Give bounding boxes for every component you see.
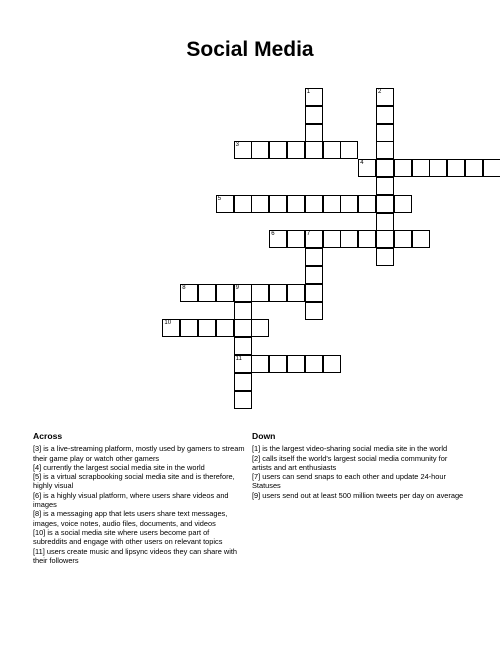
- grid-cell[interactable]: [287, 230, 305, 248]
- clue-across-6: [33, 491, 245, 510]
- grid-cell[interactable]: [305, 195, 323, 213]
- grid-cell[interactable]: [305, 266, 323, 284]
- grid-cell[interactable]: [287, 284, 305, 302]
- grid-cell[interactable]: [412, 230, 430, 248]
- grid-cell[interactable]: [394, 195, 412, 213]
- cell-number: 9: [235, 284, 239, 291]
- clue-across-11: [33, 547, 245, 566]
- clue-text: is a messaging app that lets users share text messages, images, voice notes, audio files, documents, and videos: [33, 509, 228, 528]
- grid-cell[interactable]: [358, 195, 376, 213]
- clue-text: users can send snaps to each other and update 24-hour Statuses: [252, 472, 446, 491]
- grid-cell[interactable]: [269, 141, 287, 159]
- grid-cell[interactable]: [234, 141, 252, 159]
- grid-cell[interactable]: [234, 391, 252, 409]
- grid-cell[interactable]: [287, 195, 305, 213]
- grid-cell[interactable]: [305, 88, 323, 106]
- clue-number: [4]: [33, 462, 42, 472]
- down-clues: [252, 432, 467, 500]
- grid-cell[interactable]: [376, 195, 394, 213]
- clue-text: users send out at least 500 million tweets per day on average: [260, 490, 464, 500]
- grid-cell[interactable]: [323, 355, 341, 373]
- grid-cell[interactable]: [305, 248, 323, 266]
- grid-cell[interactable]: [251, 355, 269, 373]
- grid-cell[interactable]: [394, 230, 412, 248]
- grid-cell[interactable]: [376, 248, 394, 266]
- cell-number: 6: [271, 231, 275, 238]
- grid-cell[interactable]: [376, 106, 394, 124]
- clue-number: [10]: [33, 527, 46, 537]
- cell-number: 5: [217, 195, 222, 202]
- grid-cell[interactable]: [216, 284, 234, 302]
- across-clues: [33, 432, 245, 565]
- clue-across-5: [33, 472, 245, 491]
- grid-cell[interactable]: [340, 141, 358, 159]
- clue-across-3: [33, 444, 245, 463]
- grid-cell[interactable]: [394, 159, 412, 177]
- grid-cell[interactable]: [234, 319, 252, 337]
- clue-number: [3]: [33, 444, 42, 454]
- grid-cell[interactable]: [305, 106, 323, 124]
- clue-number: [1]: [252, 444, 261, 454]
- grid-cell[interactable]: [269, 195, 287, 213]
- grid-cell[interactable]: [376, 124, 394, 142]
- grid-cell[interactable]: [251, 141, 269, 159]
- clue-number: [7]: [252, 472, 261, 482]
- clue-down-9: [252, 491, 467, 500]
- cell-number: 10: [164, 320, 172, 327]
- clue-text: is a social media site where users become part of subreddits and engage with other users on relevant topics: [33, 527, 223, 547]
- grid-cell[interactable]: [234, 284, 252, 302]
- grid-cell[interactable]: [198, 284, 216, 302]
- cell-number: 4: [360, 160, 364, 167]
- cell-number: 11: [235, 356, 242, 362]
- grid-cell[interactable]: [483, 159, 500, 177]
- grid-cell[interactable]: [234, 373, 252, 391]
- puzzle-title: Social Media: [186, 38, 314, 61]
- grid-cell[interactable]: [376, 88, 394, 106]
- grid-cell[interactable]: [340, 195, 358, 213]
- grid-cell[interactable]: [358, 230, 376, 248]
- grid-cell[interactable]: [234, 302, 252, 320]
- cell-number: 3: [235, 142, 239, 149]
- clue-number: [2]: [252, 453, 261, 463]
- grid-cell[interactable]: [269, 355, 287, 373]
- grid-cell[interactable]: [216, 195, 234, 213]
- grid-cell[interactable]: [216, 319, 234, 337]
- grid-cell[interactable]: [287, 355, 305, 373]
- clue-text: is a highly visual platform, where users share videos and images: [33, 490, 229, 510]
- grid-cell[interactable]: [234, 355, 252, 373]
- clue-number: [5]: [33, 472, 42, 482]
- grid-cell[interactable]: [376, 177, 394, 195]
- clue-text: currently the largest social media site in the world: [41, 462, 205, 472]
- grid-cell[interactable]: [305, 124, 323, 142]
- grid-cell[interactable]: [180, 319, 198, 337]
- clue-across-10: [33, 528, 245, 547]
- clue-number: [6]: [33, 490, 42, 500]
- grid-cell[interactable]: [305, 230, 323, 248]
- grid-cell[interactable]: [447, 159, 465, 177]
- grid-cell[interactable]: [376, 141, 394, 159]
- cell-number: 8: [182, 284, 186, 291]
- grid-cell[interactable]: [358, 159, 376, 177]
- grid-cell[interactable]: [323, 230, 341, 248]
- clue-down-7: [252, 472, 467, 491]
- grid-cell[interactable]: [429, 159, 447, 177]
- grid-cell[interactable]: [287, 141, 305, 159]
- grid-cell[interactable]: [269, 230, 287, 248]
- clue-across-8: [33, 509, 245, 528]
- clue-text: is the largest video-sharing social media site in the world: [260, 444, 448, 454]
- grid-cell[interactable]: [198, 319, 216, 337]
- grid-cell[interactable]: [376, 213, 394, 231]
- grid-cell[interactable]: [305, 284, 323, 302]
- grid-cell[interactable]: [305, 141, 323, 159]
- cell-number: 1: [306, 89, 311, 95]
- grid-cell[interactable]: [412, 159, 430, 177]
- clue-down-2: [252, 454, 467, 473]
- clue-text: is a live-streaming platform, mostly used by gamers to stream their game play or watch other gamers: [33, 444, 245, 463]
- grid-cell[interactable]: [305, 302, 323, 320]
- grid-cell[interactable]: [340, 230, 358, 248]
- clue-down-1: [252, 444, 467, 453]
- cell-number: 2: [378, 89, 382, 95]
- grid-cell[interactable]: [251, 195, 269, 213]
- clue-text: calls itself the world's largest social media community for artists and art enthusiasts: [252, 453, 448, 472]
- clue-number: [11]: [33, 546, 45, 556]
- grid-cell[interactable]: [234, 337, 252, 355]
- clue-number: [9]: [252, 490, 261, 500]
- clue-text: users create music and lipsync videos they can share with their followers: [33, 546, 238, 565]
- grid-cell[interactable]: [234, 195, 252, 213]
- grid-cell[interactable]: [323, 195, 341, 213]
- cell-number: 7: [306, 231, 311, 238]
- grid-cell[interactable]: [251, 319, 269, 337]
- grid-cell[interactable]: [305, 355, 323, 373]
- down-heading: Down: [252, 431, 276, 441]
- grid-cell[interactable]: [180, 284, 198, 302]
- clue-across-4: [33, 463, 245, 472]
- grid-cell[interactable]: [376, 230, 394, 248]
- clue-number: [8]: [33, 509, 42, 519]
- grid-cell[interactable]: [323, 141, 341, 159]
- grid-cell[interactable]: [162, 319, 180, 337]
- grid-cell[interactable]: [251, 284, 269, 302]
- across-heading: Across: [33, 431, 63, 441]
- clue-text: is a virtual scrapbooking social media site and is therefore, highly visual: [33, 472, 235, 491]
- grid-cell[interactable]: [465, 159, 483, 177]
- grid-cell[interactable]: [269, 284, 287, 302]
- grid-cell[interactable]: [376, 159, 394, 177]
